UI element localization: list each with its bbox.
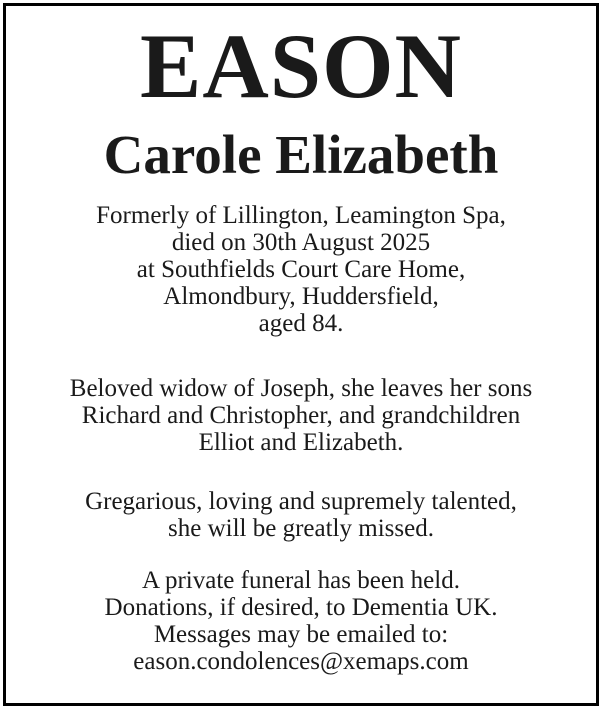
tribute-line: she will be greatly missed. <box>168 515 434 542</box>
arrangements-line: Messages may be emailed to: <box>153 621 449 648</box>
details-paragraph <box>6 202 596 337</box>
arrangements-paragraph <box>6 567 596 675</box>
details-line: at Southfields Court Care Home, <box>136 256 466 283</box>
details-line: aged 84. <box>258 310 344 337</box>
details-line: Almondbury, Huddersfield, <box>163 283 439 310</box>
forenames-heading: Carole Elizabeth <box>103 124 499 185</box>
family-line: Beloved widow of Joseph, she leaves her sons <box>69 375 533 402</box>
family-line: Richard and Christopher, and grandchildren <box>81 402 521 429</box>
details-line: Formerly of Lillington, Leamington Spa, <box>96 202 506 229</box>
family-line: Elliot and Elizabeth. <box>198 429 404 456</box>
condolences-email: eason.condolences@xemaps.com <box>133 648 469 675</box>
tribute-paragraph <box>6 488 596 542</box>
arrangements-line: Donations, if desired, to Dementia UK. <box>104 594 498 621</box>
surname-heading: EASON <box>140 15 462 117</box>
family-paragraph <box>6 375 596 456</box>
arrangements-line: A private funeral has been held. <box>142 567 460 594</box>
tribute-line: Gregarious, loving and supremely talented, <box>85 488 517 515</box>
details-line: died on 30th August 2025 <box>171 229 431 256</box>
death-notice <box>3 3 599 706</box>
